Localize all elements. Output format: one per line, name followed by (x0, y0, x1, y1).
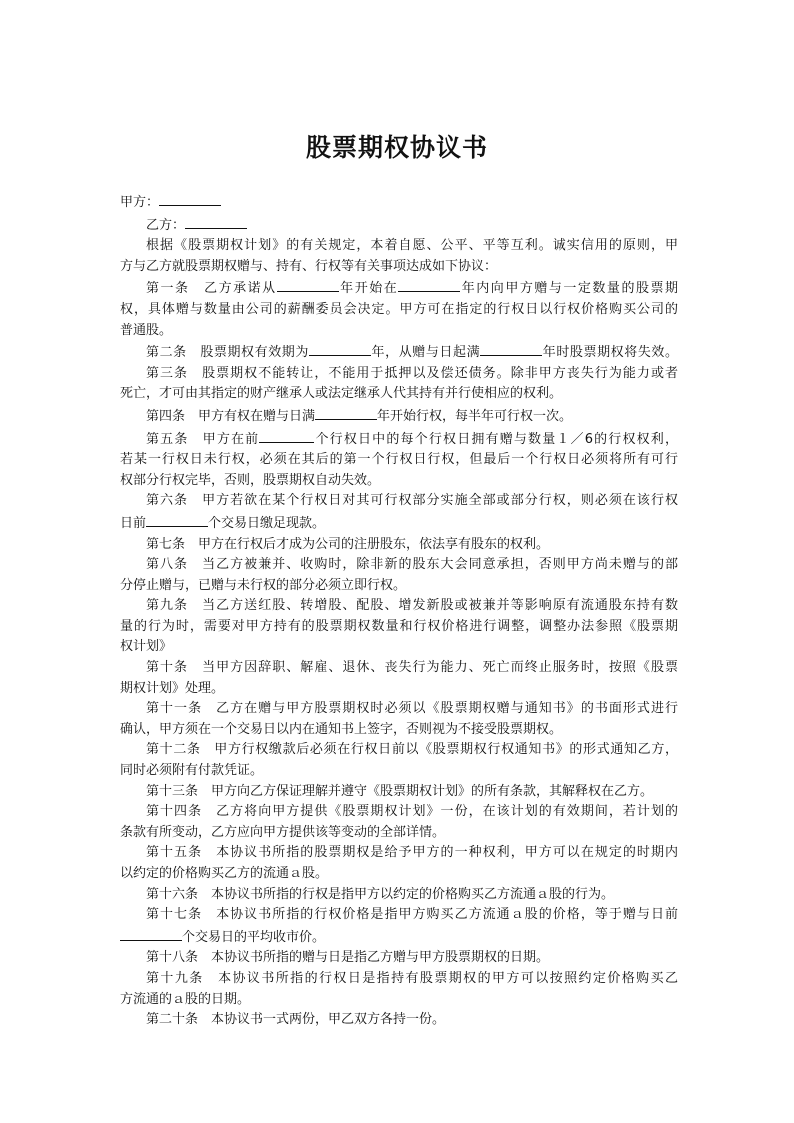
text-line: 同时必须附有付款凭证。 (120, 763, 264, 779)
text-line: 权计划》 (120, 639, 173, 655)
party-b-label: 乙方： (146, 217, 186, 233)
blank-field (480, 341, 542, 356)
article-12 (120, 740, 678, 781)
article-18 (120, 948, 678, 969)
text-line: 方流通的ａ股的日期。 (120, 991, 251, 1007)
text-line: 分停止赠与，已赠与未行权的部分必须立即行权。 (120, 577, 407, 593)
document-title: 股票期权协议书 (305, 133, 488, 162)
text-line: 第八条 当乙方被兼并、收购时，除非新的股东大会同意承担，否则甲方尚未赠与的部 (146, 557, 678, 573)
article-11 (120, 699, 678, 740)
text-line: 第六条 甲方若欲在某个行权日对其可行权部分实施全部或部分行权，则必须在该行权 (146, 493, 678, 509)
text-line: 第十四条 乙方将向甲方提供《股票期权计划》一份，在该计划的有效期间，若计划的 (146, 804, 678, 820)
article-20 (120, 1010, 678, 1031)
text-line: 权，具体赠与数量由公司的薪酬委员会决定。甲方可在指定的行权日以行权价格购买公司的 (120, 301, 678, 317)
text-line: 第十一条 乙方在赠与甲方股票期权时必须以《股票期权赠与通知书》的书面形式进行 (146, 701, 678, 717)
blank-field (159, 191, 221, 206)
text-line: 第三条 股票期权不能转让，不能用于抵押以及偿还债务。除非甲方丧失行为能力或者 (146, 365, 678, 381)
article-6 (120, 491, 678, 534)
article-1 (120, 277, 678, 341)
party-b-line (120, 214, 678, 237)
text-line: 以约定的价格购买乙方的流通ａ股。 (120, 866, 329, 881)
text-fragment: 年开始行权，每半年可行权一次。 (377, 408, 573, 424)
text-fragment: 第二条 股票期权有效期为 (146, 345, 309, 361)
party-a-label: 甲方： (120, 195, 160, 210)
text-line: 确认，甲方须在一个交易日以内在通知书上签字，否则视为不接受股票期权。 (120, 721, 563, 737)
text-line: 死亡，才可由其指定的财产继承人或法定继承人代其持有并行使相应的权利。 (120, 386, 563, 402)
article-10 (120, 658, 678, 699)
text-line: 方与乙方就股票期权赠与、持有、行权等有关事项达成如下协议： (120, 258, 498, 274)
text-line: 若某一行权日未行权，必须在其后的第一个行权日行权，但最后一个行权日必须将所有可行 (120, 452, 678, 468)
text-line: 根据《股票期权计划》的有关规定，本着自愿、公平、平等互利。诚实信用的原则，甲 (146, 238, 678, 254)
text-line: 条款有所变动，乙方应向甲方提供该等变动的全部详情。 (120, 824, 446, 840)
text-fragment: 个交易日的平均收市价。 (182, 929, 326, 945)
text-line: 权部分行权完毕，否则，股票期权自动失效。 (120, 472, 381, 488)
blank-field (277, 277, 339, 292)
text-line: 第二十条 本协议书一式两份，甲乙双方各持一份。 (146, 1012, 446, 1028)
blank-field (120, 926, 182, 941)
article-16 (120, 885, 678, 906)
text-fragment: 年开始在 (338, 281, 399, 297)
blank-field (315, 405, 377, 420)
text-line: 第十七条 本协议书所指的行权价格是指甲方购买乙方流通ａ股的价格，等于赠与日前 (146, 907, 678, 923)
text-fragment: 个行权日中的每个行权日拥有赠与数量１／6的行权权利， (314, 431, 678, 447)
article-7 (120, 535, 678, 556)
party-a-line (120, 191, 678, 214)
text-line: 第十二条 甲方行权缴款后必须在行权日前以《股票期权行权通知书》的形式通知乙方， (146, 742, 678, 758)
text-line: 第十九条 本协议书所指的行权日是指持有股票期权的甲方可以按照约定价格购买乙 (146, 970, 678, 986)
article-3 (120, 364, 678, 405)
article-15 (120, 843, 678, 884)
text-fragment: 第五条 甲方在前 (146, 431, 260, 447)
blank-field (398, 277, 460, 292)
article-9 (120, 596, 678, 658)
blank-field (146, 512, 208, 527)
text-line: 量的行为时，需要对甲方持有的股票期权数量和行权价格进行调整，调整办法参照《股票期 (120, 618, 678, 634)
text-line: 第十条 当甲方因辞职、解雇、退休、丧失行为能力、死亡而终止服务时，按照《股票 (146, 660, 678, 676)
article-19 (120, 969, 678, 1010)
article-17 (120, 905, 678, 948)
text-line: 普通股。 (120, 322, 173, 338)
text-fragment: 第四条 甲方有权在赠与日满 (146, 408, 316, 424)
text-fragment: 年，从赠与日起满 (370, 345, 481, 361)
text-line: 第十五条 本协议书所指的股票期权是给予甲方的一种权利，甲方可以在规定的时期内 (146, 845, 678, 861)
text-fragment: 年内向甲方赠与一定数量的股票期 (460, 281, 678, 297)
text-line: 第九条 当乙方送红股、转增股、配股、增发新股或被兼并等影响原有流通股东持有数 (146, 598, 678, 614)
article-4 (120, 405, 678, 428)
text-line: 第七条 甲方在行权后才成为公司的注册股东，依法享有股东的权利。 (146, 536, 550, 552)
article-5 (120, 428, 678, 492)
intro-paragraph (120, 236, 678, 277)
blank-field (185, 214, 247, 229)
article-8 (120, 555, 678, 596)
article-2 (120, 341, 678, 364)
text-line: 期权计划》处理。 (120, 680, 225, 696)
blank-field (259, 428, 314, 443)
article-14 (120, 802, 678, 843)
text-fragment: 第一条 乙方承诺从 (146, 281, 277, 297)
article-13 (120, 782, 678, 803)
text-fragment: 日前 (120, 515, 147, 531)
blank-field (309, 341, 371, 356)
text-fragment: 个交易日缴足现款。 (208, 515, 326, 531)
text-line: 第十八条 本协议书所指的赠与日是指乙方赠与甲方股票期权的日期。 (146, 950, 550, 966)
text-line: 第十三条 甲方向乙方保证理解并遵守《股票期权计划》的所有条款，其解释权在乙方。 (146, 783, 654, 799)
document-body (120, 191, 678, 1031)
text-line: 第十六条 本协议书所指的行权是指甲方以约定的价格购买乙方流通ａ股的行为。 (146, 886, 615, 902)
text-fragment: 年时股票期权将失效。 (542, 345, 678, 361)
